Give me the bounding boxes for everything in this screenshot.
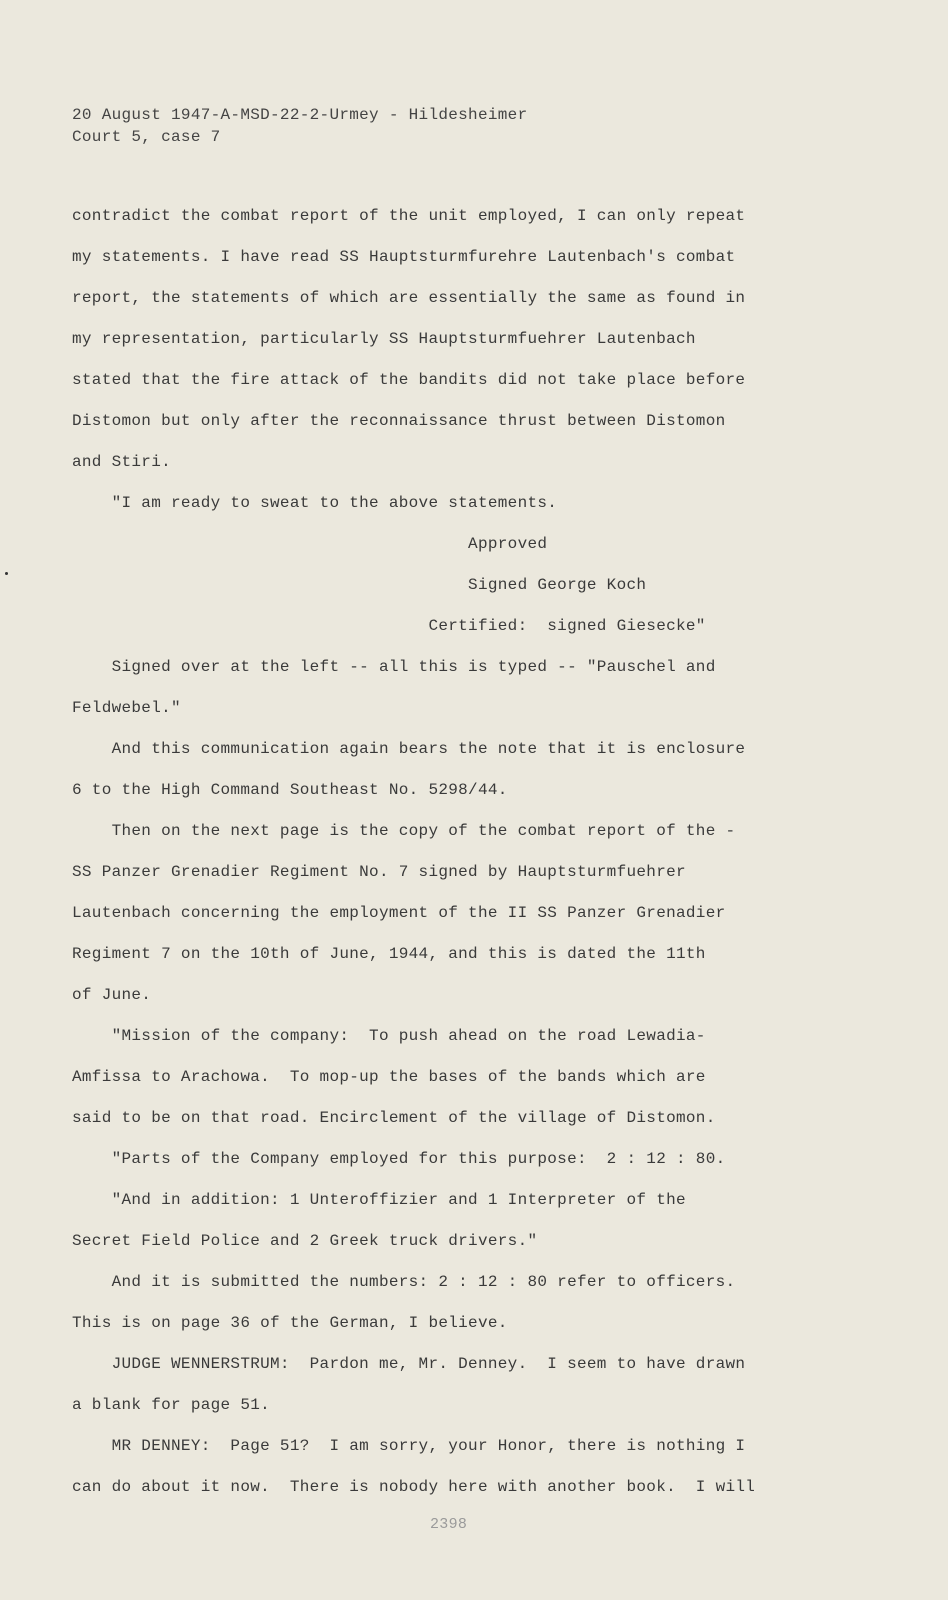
body-line: MR DENNEY: Page 51? I am sorry, your Honor, there is nothing I xyxy=(72,1437,746,1455)
body-line: Secret Field Police and 2 Greek truck drivers." xyxy=(72,1232,538,1250)
body-line: Signed George Koch xyxy=(72,576,647,594)
body-line: "Parts of the Company employed for this purpose: 2 : 12 : 80. xyxy=(72,1150,726,1168)
body-line: contradict the combat report of the unit employed, I can only repeat xyxy=(72,207,746,225)
body-line: Certified: signed Giesecke" xyxy=(72,617,706,635)
body-line: Then on the next page is the copy of the combat report of the - xyxy=(72,822,736,840)
body-line: Regiment 7 on the 10th of June, 1944, and this is dated the 11th xyxy=(72,945,706,963)
page-number: 2398 xyxy=(430,1516,468,1533)
header-line-1: 20 August 1947-A-MSD-22-2-Urmey - Hildesheimer xyxy=(72,106,528,124)
body-line: And it is submitted the numbers: 2 : 12 : 80 refer to officers. xyxy=(72,1273,736,1291)
body-line: Amfissa to Arachowa. To mop-up the bases of the bands which are xyxy=(72,1068,706,1086)
body-line: my statements. I have read SS Hauptsturmfurehre Lautenbach's combat xyxy=(72,248,736,266)
body-line: of June. xyxy=(72,986,152,1004)
body-line: This is on page 36 of the German, I believe. xyxy=(72,1314,508,1332)
body-line: Signed over at the left -- all this is typed -- "Pauschel and xyxy=(72,658,716,676)
body-line: can do about it now. There is nobody here with another book. I will xyxy=(72,1478,756,1496)
body-line: said to be on that road. Encirclement of the village of Distomon. xyxy=(72,1109,716,1127)
body-line: "Mission of the company: To push ahead on the road Lewadia- xyxy=(72,1027,706,1045)
body-line: Approved xyxy=(72,535,548,553)
body-line: "I am ready to sweat to the above statements. xyxy=(72,494,558,512)
body-line: "And in addition: 1 Unteroffizier and 1 Interpreter of the xyxy=(72,1191,686,1209)
body-line: SS Panzer Grenadier Regiment No. 7 signed by Hauptsturmfuehrer xyxy=(72,863,686,881)
body-line: Lautenbach concerning the employment of the II SS Panzer Grenadier xyxy=(72,904,726,922)
body-line: Distomon but only after the reconnaissance thrust between Distomon xyxy=(72,412,726,430)
body-line: and Stiri. xyxy=(72,453,172,471)
body-line: Feldwebel." xyxy=(72,699,181,717)
body-line: report, the statements of which are essentially the same as found in xyxy=(72,289,746,307)
body-line: my representation, particularly SS Hauptsturmfuehrer Lautenbach xyxy=(72,330,696,348)
body-line: And this communication again bears the note that it is enclosure xyxy=(72,740,746,758)
body-line: JUDGE WENNERSTRUM: Pardon me, Mr. Denney. I seem to have drawn xyxy=(72,1355,746,1373)
body-line: a blank for page 51. xyxy=(72,1396,271,1414)
body-line: 6 to the High Command Southeast No. 5298/44. xyxy=(72,781,508,799)
body-line: stated that the fire attack of the bandits did not take place before xyxy=(72,371,746,389)
margin-mark xyxy=(5,572,8,575)
header-line-2: Court 5, case 7 xyxy=(72,128,221,146)
